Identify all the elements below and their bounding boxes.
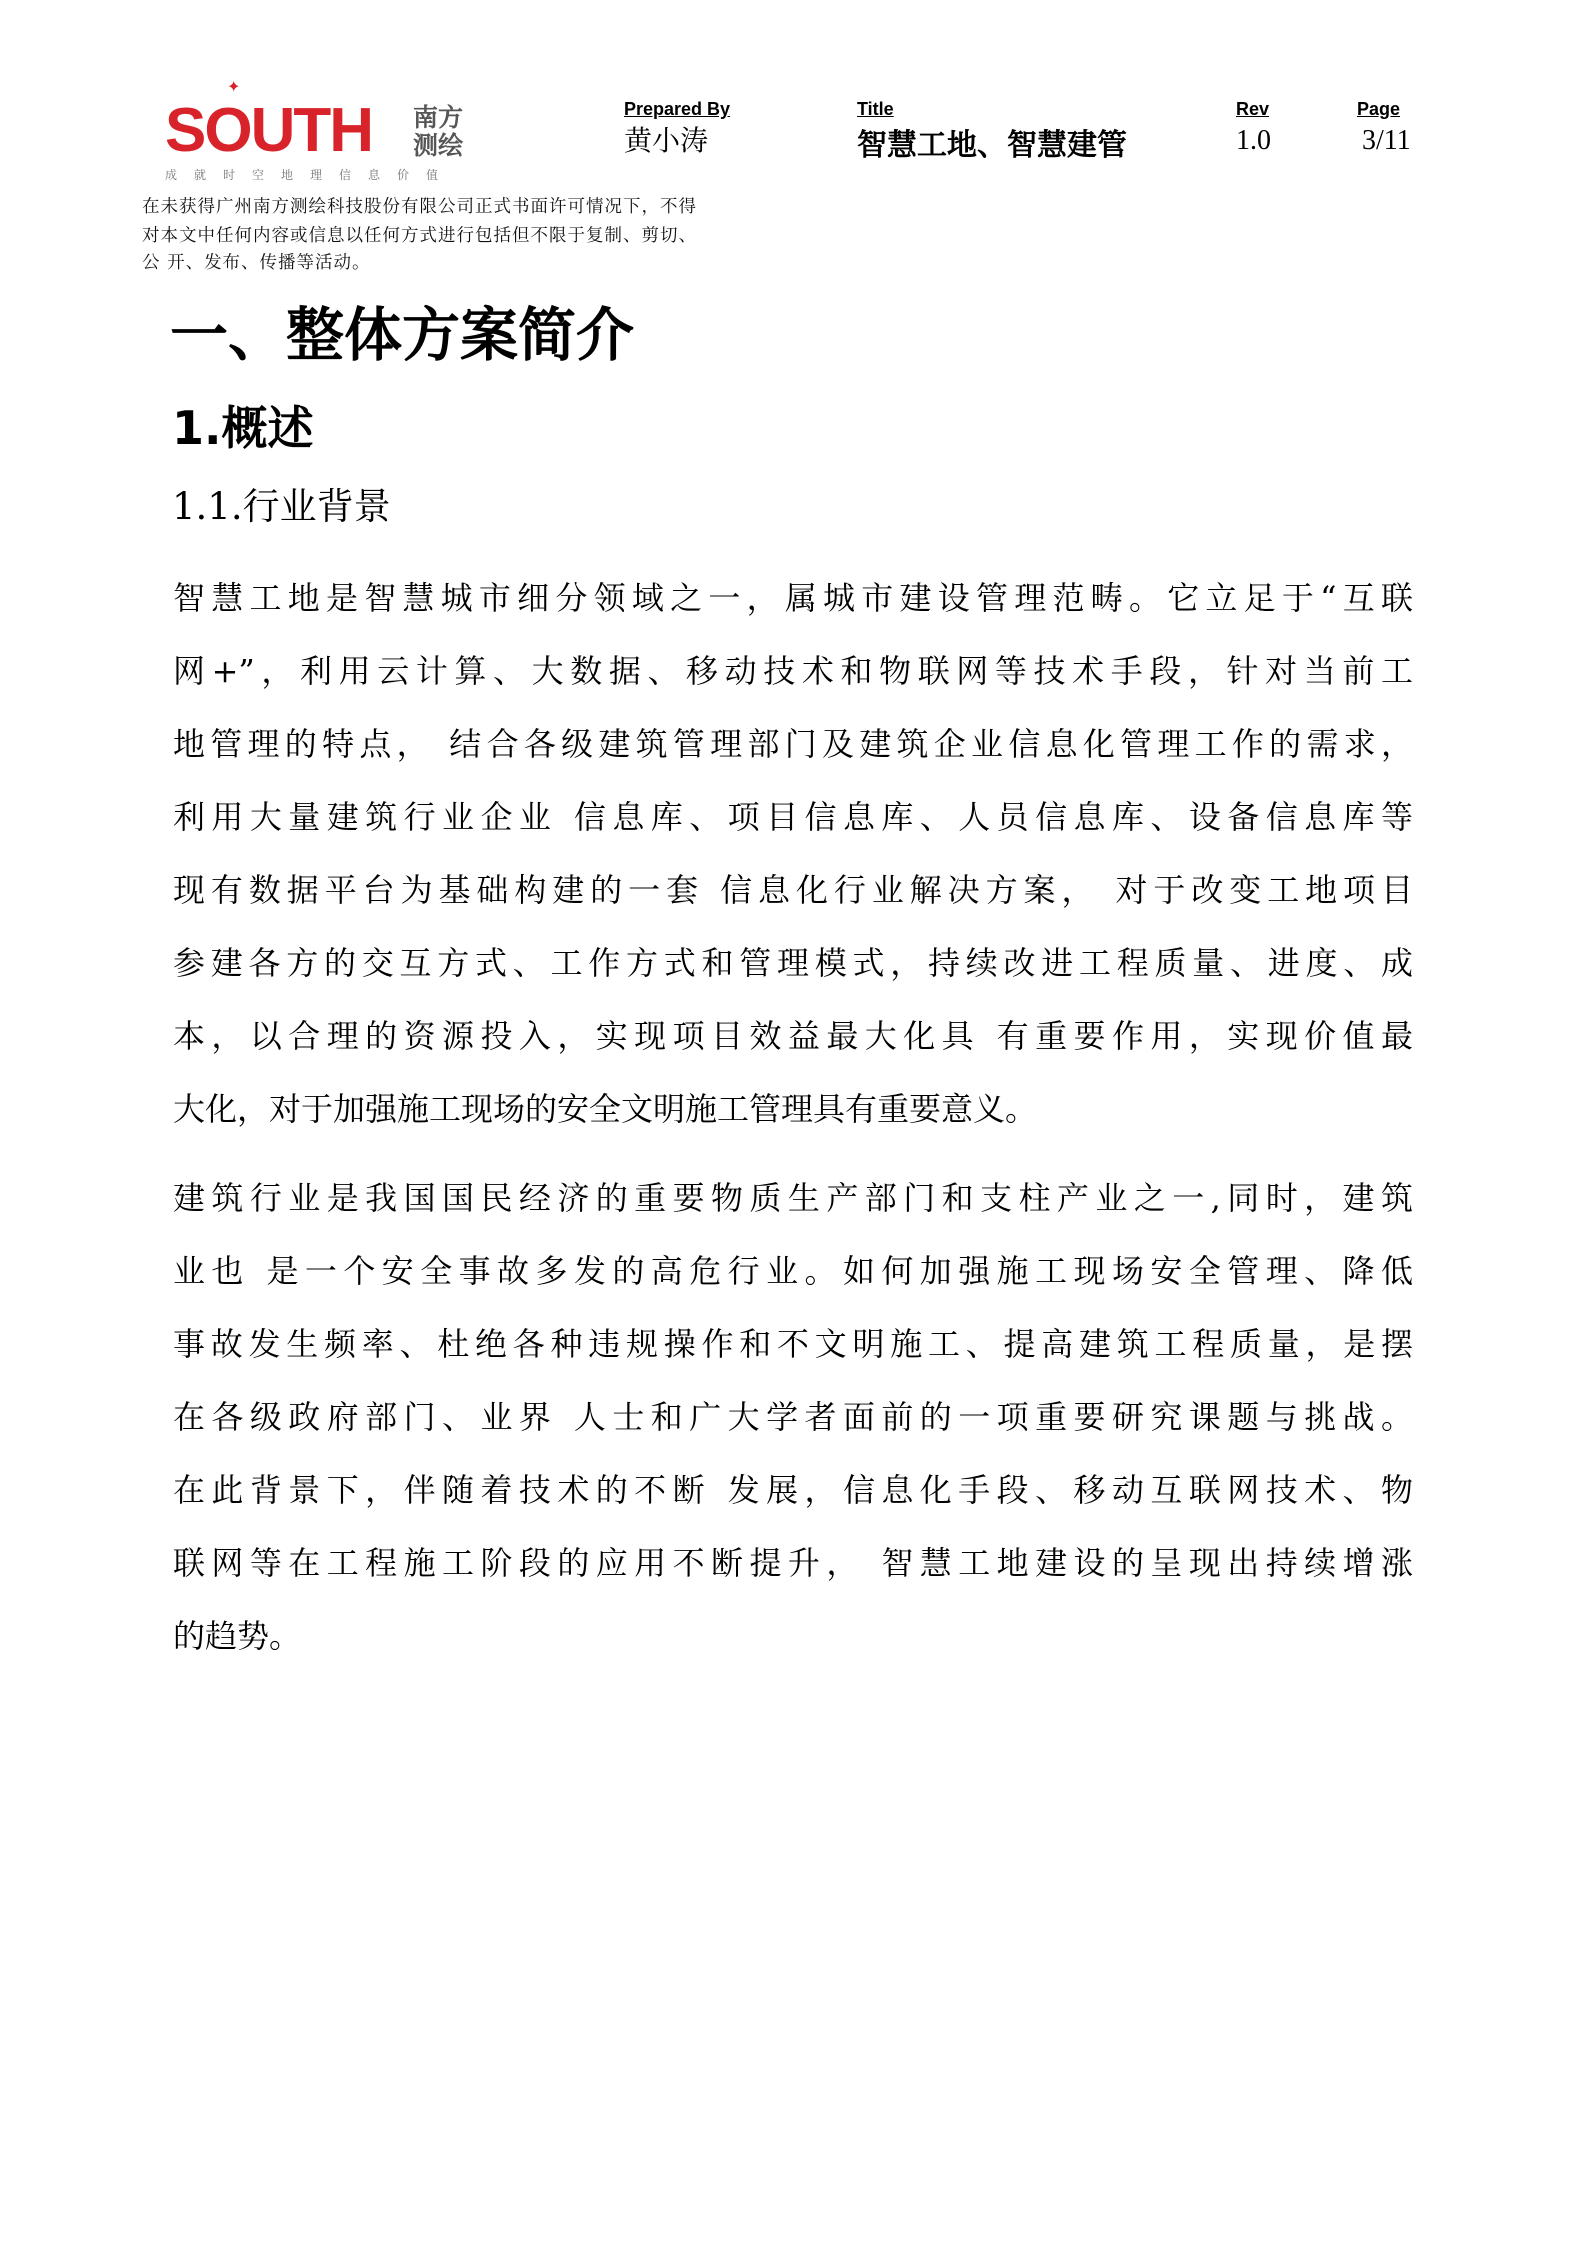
prepared-by-value: 黄小涛 [624, 124, 709, 157]
logo-tagline: 成就时空地理信息价值 [165, 168, 456, 182]
title-label: Title [857, 99, 894, 119]
paragraph-line: 现有数据平台为基础构建的一套 信息化行业解决方案， 对于改变工地项目 [173, 871, 1413, 909]
paragraph-line: 网+”，利用云计算、大数据、移动技术和物联网等技术手段，针对当前工 [173, 652, 1413, 690]
logo-brand-text: SOUTH [165, 96, 372, 165]
paragraph-line: 事故发生频率、杜绝各种违规操作和不文明施工、提高建筑工程质量，是摆 [173, 1325, 1413, 1363]
document-title: 智慧工地、智慧建管 [857, 128, 1127, 163]
rev-label: Rev [1236, 99, 1270, 119]
paragraph-line: 在此背景下，伴随着技术的不断 发展，信息化手段、移动互联网技术、物 [173, 1471, 1413, 1509]
logo-cn-name: 南方测绘 [413, 103, 464, 160]
paragraph-line: 地管理的特点， 结合各级建筑管理部门及建筑企业信息化管理工作的需求， [173, 725, 1413, 763]
prepared-by-label: Prepared By [624, 99, 731, 119]
subsection-heading: 1.概述 [172, 401, 314, 455]
copyright-notice-line: 对本文中任何内容或信息以任何方式进行包括但不限于复制、剪切、 [142, 226, 697, 246]
paragraph-line: 建筑行业是我国国民经济的重要物质生产部门和支柱产业之一,同时，建筑 [173, 1179, 1413, 1217]
copyright-notice-line: 公 开、发布、传播等活动。 [142, 253, 371, 273]
paragraph-line: 利用大量建筑行业企业 信息库、项目信息库、人员信息库、设备信息库等 [173, 798, 1413, 836]
rev-value: 1.0 [1236, 125, 1271, 156]
paragraph-line: 参建各方的交互方式、工作方式和管理模式，持续改进工程质量、进度、成 [173, 944, 1413, 982]
section-heading: 一、整体方案简介 [170, 301, 635, 369]
south-logo [165, 77, 465, 190]
page-label: Page [1357, 99, 1401, 119]
copyright-notice-line: 在未获得广州南方测绘科技股份有限公司正式书面许可情况下，不得 [142, 197, 697, 217]
paragraph-line: 本，以合理的资源投入，实现项目效益最大化具 有重要作用，实现价值最 [173, 1017, 1413, 1055]
page-number: 3/11 [1362, 125, 1411, 156]
paragraph-line: 智慧工地是智慧城市细分领域之一，属城市建设管理范畴。它立足于“互联 [173, 579, 1413, 617]
paragraph-line: 的趋势。 [173, 1617, 302, 1655]
paragraph-line: 在各级政府部门、业界 人士和广大学者面前的一项重要研究课题与挑战。 [173, 1398, 1413, 1436]
paragraph-line: 大化，对于加强施工现场的安全文明施工管理具有重要意义。 [173, 1090, 1038, 1128]
paragraph-line: 联网等在工程施工阶段的应用不断提升， 智慧工地建设的呈现出持续增涨 [173, 1544, 1413, 1582]
logo-star-icon: ✦ [227, 77, 241, 96]
paragraph-line: 业也 是一个安全事故多发的高危行业。如何加强施工现场安全管理、降低 [173, 1252, 1413, 1290]
subsubsection-heading: 1.1.行业背景 [172, 485, 391, 528]
